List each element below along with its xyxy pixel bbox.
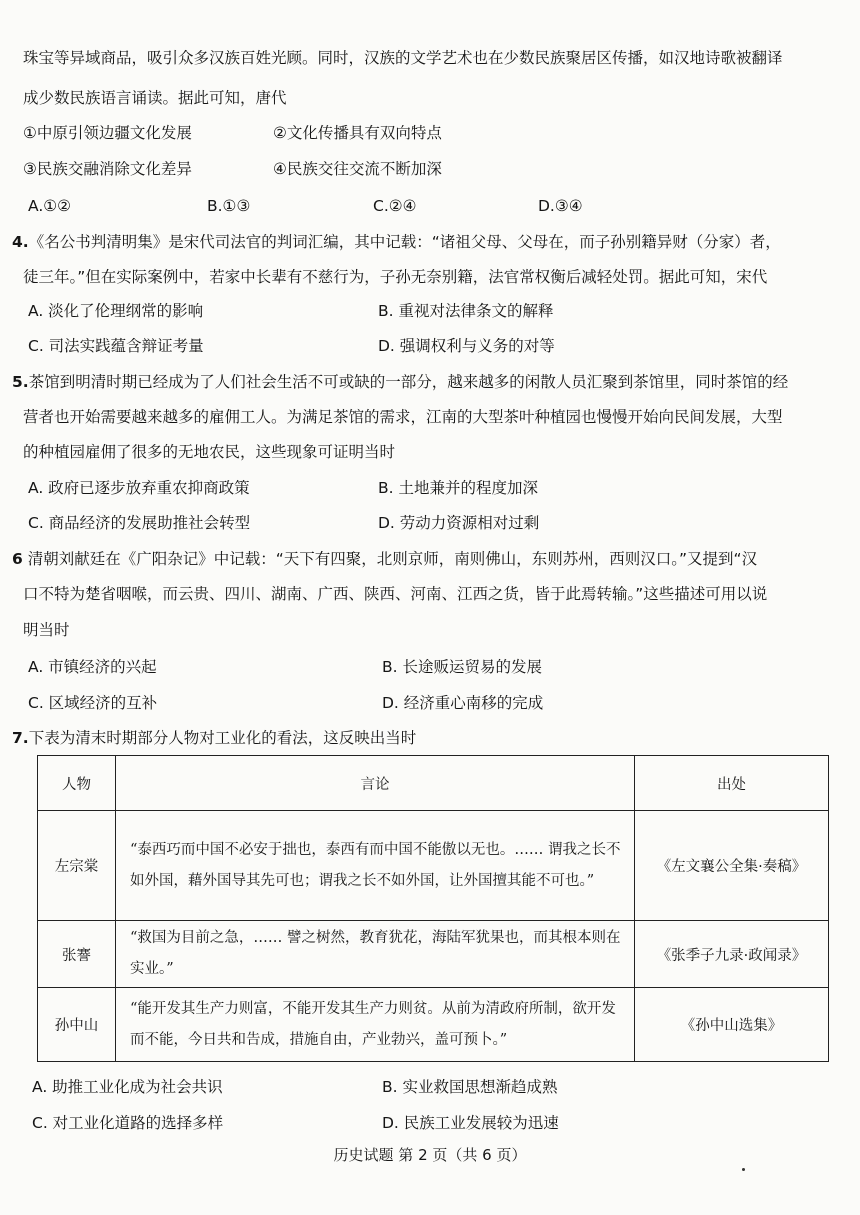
person-cell: 左宗棠 [38,811,116,921]
q6-number: 6 [12,550,23,568]
header-person: 人物 [38,756,116,811]
scan-dot [742,1168,745,1171]
q5-option-c: C. 商品经济的发展助推社会转型 [28,514,251,532]
q6-stem-line-2: 口不特为楚省咽喉，而云贵、四川、湖南、广西、陕西、河南、江西之货，皆于此焉转输。”这些描述可用以说 [23,585,768,603]
speech-cell: “能开发其生产力则富，不能开发其生产力则贫。从前为清政府所制，欲开发而不能，今日共和告成，措施自由，产业勃兴，盖可预卜。” [116,988,635,1062]
q5-stem-text-1: 茶馆到明清时期已经成为了人们社会生活不可或缺的一部分，越来越多的闲散人员汇聚到茶馆里，同时茶馆的经 [28,373,789,391]
q4-stem-line-2: 徒三年。”但在实际案例中，若家中长辈有不慈行为，子孙无奈别籍，法官常权衡后减轻处罚。据此可知，宋代 [23,268,768,286]
q5-option-a: A. 政府已逐步放弃重农抑商政策 [28,479,250,497]
q5-option-d: D. 劳动力资源相对过剩 [378,514,540,532]
header-source: 出处 [635,756,829,811]
q4-option-d: D. 强调权利与义务的对等 [378,337,555,355]
q4-stem-line-1 [12,231,781,253]
speech-cell: “救国为目前之急，…… 譬之树然，教育犹花，海陆军犹果也，而其根本则在实业。” [116,921,635,988]
q4-stem-text-1: 《名公书判清明集》是宋代司法官的判词汇编，其中记载：“诸祖父母、父母在，而子孙别籍异财（分家）者， [28,233,781,251]
q7-option-a: A. 助推工业化成为社会共识 [32,1078,223,1096]
table-header-row [38,756,829,811]
q6-stem-line-3: 明当时 [23,621,70,639]
q3-option-a: A.①② [28,197,72,215]
table-row [38,811,829,921]
q7-stem [12,727,416,749]
q4-option-a: A. 淡化了伦理纲常的影响 [28,302,204,320]
q6-stem-text-1: 清朝刘献廷在《广阳杂记》中记载：“天下有四聚，北则京师，南则佛山，东则苏州，西则汉口。”又提到“汉 [27,550,758,568]
q4-option-c: C. 司法实践蕴含辩证考量 [28,337,204,355]
q5-stem-line-3: 的种植园雇佣了很多的无地农民，这些现象可证明当时 [23,443,396,461]
source-cell: 《孙中山选集》 [635,988,829,1062]
q7-option-d: D. 民族工业发展较为迅速 [382,1114,559,1132]
q7-stem-text: 下表为清末时期部分人物对工业化的看法，这反映出当时 [28,729,417,747]
person-cell: 孙中山 [38,988,116,1062]
q3-stem-line-1: 珠宝等异域商品，吸引众多汉族百姓光顾。同时，汉族的文学艺术也在少数民族聚居区传播，如汉地诗歌被翻译 [23,49,783,67]
q6-option-d: D. 经济重心南移的完成 [382,694,544,712]
q3-statement-2: ②文化传播具有双向特点 [273,124,442,142]
q3-stem-line-2: 成少数民族语言诵读。据此可知，唐代 [23,89,287,107]
q6-option-b: B. 长途贩运贸易的发展 [382,658,542,676]
q4-number: 4. [12,233,29,251]
q3-option-d: D.③④ [538,197,583,215]
speech-cell: “泰西巧而中国不必安于拙也，泰西有而中国不能傲以无也。…… 谓我之长不如外国，藉外国导其先可也；谓我之长不如外国，让外国擅其能不可也。” [116,811,635,921]
q3-statement-4: ④民族交往交流不断加深 [273,160,442,178]
q7-option-b: B. 实业救国思想渐趋成熟 [382,1078,558,1096]
q4-option-b: B. 重视对法律条文的解释 [378,302,554,320]
source-cell: 《左文襄公全集·奏稿》 [635,811,829,921]
header-speech: 言论 [116,756,635,811]
q7-option-c: C. 对工业化道路的选择多样 [32,1114,224,1132]
q7-number: 7. [12,729,29,747]
q7-table [37,755,829,1062]
q3-statement-1: ①中原引领边疆文化发展 [23,124,192,142]
q6-stem-line-1 [12,548,757,570]
q5-stem-line-2: 营者也开始需要越来越多的雇佣工人。为满足茶馆的需求，江南的大型茶叶种植园也慢慢开始向民间发展，大型 [23,408,783,426]
q3-option-c: C.②④ [373,197,417,215]
q3-statement-3: ③民族交融消除文化差异 [23,160,192,178]
source-cell: 《张季子九录·政闻录》 [635,921,829,988]
q3-option-b: B.①③ [207,197,251,215]
q5-stem-line-1 [12,371,788,393]
q6-option-c: C. 区域经济的互补 [28,694,158,712]
q5-number: 5. [12,373,29,391]
q5-option-b: B. 土地兼并的程度加深 [378,479,538,497]
table-row [38,988,829,1062]
person-cell: 张謇 [38,921,116,988]
q6-option-a: A. 市镇经济的兴起 [28,658,157,676]
table-row [38,921,829,988]
page-footer: 历史试题 第 2 页（共 6 页） [333,1146,527,1164]
